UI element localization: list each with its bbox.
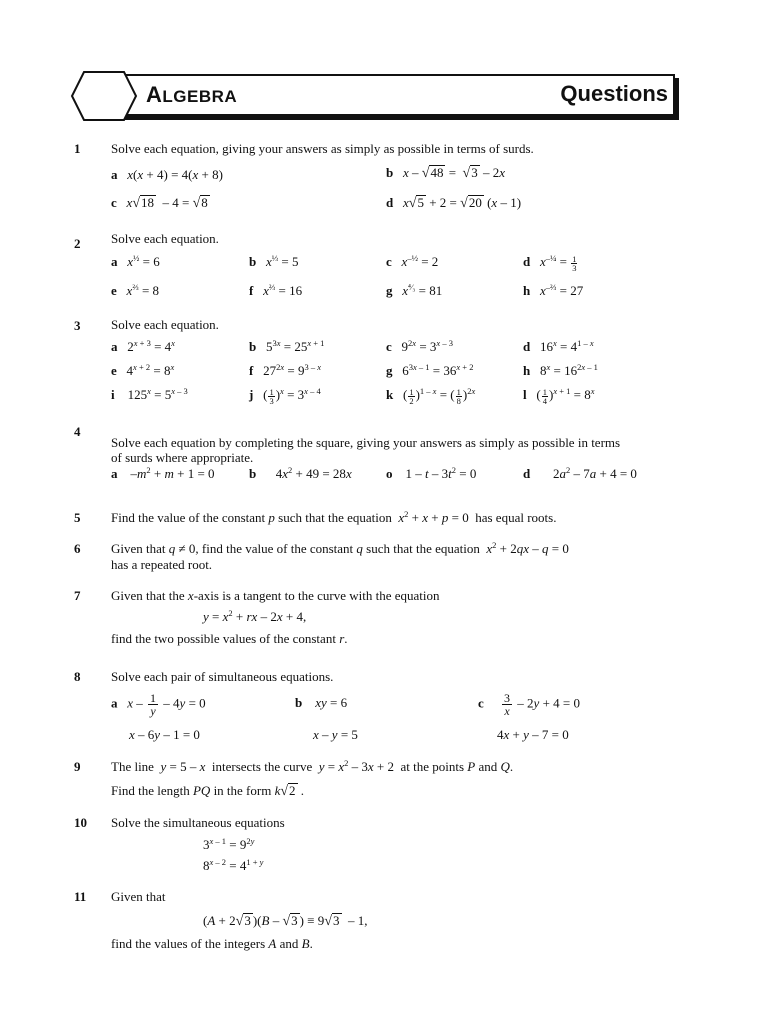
question-text: Solve each equation.	[111, 231, 219, 246]
part-2g: g $x^{^4⁄_3} = 81$	[386, 282, 443, 298]
part-3j: j ( $\frac{1}{3}$ )$^x = 3^{x - 4}$	[249, 386, 321, 406]
part-3e: e $4^{x + 2} = 8^x$	[111, 362, 175, 378]
part-8b: b xy = 6	[295, 695, 348, 710]
part-3h: h $8^x = 16^{2x - 1}$	[523, 362, 598, 378]
part-3b: b $5^{3x} = 25^{x + 1}$	[249, 338, 325, 354]
part-8c-eq2: 4x + y – 7 = 0	[497, 727, 569, 742]
part-3l: l ( $\frac{1}{4}$ )$^{x + 1} = 8^x$	[523, 386, 595, 406]
question-number: 3	[74, 318, 81, 333]
question-text: Solve each pair of simultaneous equations.	[111, 669, 334, 684]
part-3i: i $125^x = 5^{x - 3}$	[111, 386, 188, 402]
part-2d: d $x^{-\frac{1}{4}}$ = $\frac{1}{3}$	[523, 253, 577, 273]
part-2b: b $x^{\frac{1}{3}} = 5$	[249, 253, 299, 269]
equation: $3^{x - 1} = 9^{2y}$	[203, 836, 255, 852]
question-text: Solve the simultaneous equations	[111, 815, 285, 830]
question-text-cont: Find the length PQ in the form k√2 .	[111, 783, 305, 799]
question-number: 9	[74, 759, 81, 774]
question-text-cont: has a repeated root.	[111, 557, 213, 572]
page-subtitle: Questions	[560, 81, 668, 106]
part-8c: c $\frac{3}{x}$ – 2y + 4 = 0	[478, 691, 580, 718]
part-3c: c $9^{2x} = 3^{x - 3}$	[386, 338, 453, 354]
question-number: 11	[74, 889, 87, 904]
part-8b-eq2: x – y = 5	[313, 727, 358, 742]
question-number: 2	[74, 236, 81, 251]
part-2e: e $x^{\frac{2}{3}} = 8$	[111, 282, 160, 298]
part-2c: c $x^{-\frac{1}{2}} = 2$	[386, 253, 439, 269]
question-number: 5	[74, 510, 81, 525]
question-text: Solve each equation by completing the square, giving your answers as simply as possible in terms	[111, 435, 621, 450]
question-number: 6	[74, 541, 81, 556]
equation: (A + 2√3 )(B – √3 ) ≡ 9√3 – 1,	[203, 913, 368, 929]
question-text-cont: find the two possible values of the constant r.	[111, 631, 348, 646]
question-number: 1	[74, 141, 81, 156]
part-4a: a $-m^2 + m + 1 = 0$	[111, 465, 215, 481]
part-1d: d x√5 + 2 = √20 (x – 1)	[386, 195, 522, 211]
question-text-cont: find the values of the integers A and B.	[111, 936, 313, 951]
part-3k: k ( $\frac{1}{2}$ )$^{1 - x}$ = ( $\frac{1}{8}$ )$^{2x}$	[386, 386, 476, 406]
part-1b: b x – √48 = √3 – 2x	[386, 165, 506, 181]
question-number: 10	[74, 815, 87, 830]
question-number: 7	[74, 588, 81, 603]
question-number: 8	[74, 669, 81, 684]
part-4c: o $1 - t - 3t^2 = 0$	[386, 465, 477, 481]
part-3d: d $16^x = 4^{1 - x}$	[523, 338, 594, 354]
part-1c: c x√18 – 4 = √8	[111, 195, 208, 211]
question-text: Given that the x-axis is a tangent to the curve with the equation	[111, 588, 440, 603]
question-text-cont: of surds where appropriate.	[111, 450, 254, 465]
equation: $8^{x - 2} = 4^{1 + y}$	[203, 857, 264, 873]
part-2a: a $x^{\frac{1}{2}} = 6$	[111, 253, 160, 269]
question-number: 4	[74, 424, 81, 439]
part-8a-eq2: x – 6y – 1 = 0	[129, 727, 200, 742]
equation: $y = x^2$ + rx – 2x + 4,	[203, 608, 307, 624]
part-2f: f $x^{\frac{2}{3}} = 16$	[249, 282, 303, 298]
question-text: The line y = 5 – x intersects the curve $y = x^2 - 3x + 2$ at the points P and Q.	[111, 758, 514, 774]
part-3f: f $27^{2x} = 9^{3 - x}$	[249, 362, 321, 378]
question-text: Given that q ≠ 0, find the value of the constant q such that the equation $x^2 + 2qx - q = 0$	[111, 540, 569, 556]
question-text: Solve each equation, giving your answers as simply as possible in terms of surds.	[111, 141, 534, 156]
question-text: Solve each equation.	[111, 317, 219, 332]
part-3g: g $6^{3x - 1} = 36^{x + 2}$	[386, 362, 474, 378]
page-title: ALGEBRA	[146, 82, 238, 107]
part-2h: h $x^{-\frac{2}{3}} = 27$	[523, 282, 584, 298]
question-text: Given that	[111, 889, 166, 904]
part-4d: d $2a^2 - 7a + 4 = 0$	[523, 465, 637, 481]
part-3a: a $2^{x + 3} = 4^x$	[111, 338, 175, 354]
question-text: Find the value of the constant p such that the equation $x^2 + x + p = 0$ has equal roots.	[111, 509, 557, 525]
hexagon-icon	[70, 70, 138, 122]
part-8a: a x – $\frac{1}{y}$ – 4y = 0	[111, 691, 206, 718]
part-1a: a x(x + 4) = 4(x + 8)	[111, 167, 223, 182]
part-4b: b $4x^2 + 49 = 28x$	[249, 465, 352, 481]
